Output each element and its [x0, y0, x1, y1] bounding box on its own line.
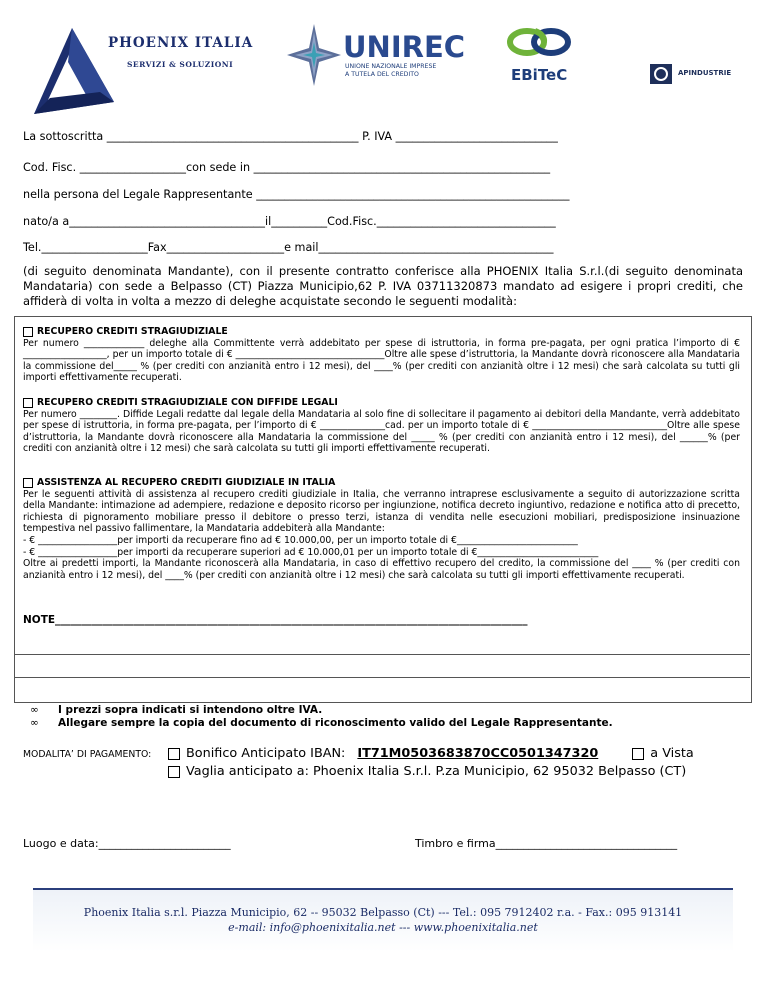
note-label[interactable]: NOTE__________________________________________________________________________________________: [23, 614, 528, 626]
bonifico-checkbox[interactable]: [168, 748, 180, 760]
unirec-subtitle-line2: A TUTELA DEL CREDITO: [345, 71, 419, 78]
ebitec-name: EBiTeC: [511, 66, 568, 84]
bonifico-label: Bonifico Anticipato IBAN:: [186, 746, 346, 761]
payment-label: MODALITA’ DI PAGAMENTO:: [23, 749, 152, 760]
vaglia-checkbox[interactable]: [168, 766, 180, 778]
unirec-subtitle-line1: UNIONE NAZIONALE IMPRESE: [345, 63, 437, 70]
iban-value: IT71M0503683870CC0501347320: [357, 746, 599, 761]
section-title-text: RECUPERO CREDITI STRAGIUDIZIALE: [37, 326, 228, 337]
vista-label: a Vista: [650, 746, 694, 761]
bullet-list: [30, 704, 613, 730]
phoenix-name: PHOENIX ITALIA: [108, 35, 254, 51]
fee-item: - € _________________per importi da recuperare superiori ad € 10.000,01 per un importo totale di €__________________________: [23, 546, 599, 558]
fee-item: - € _________________per importi da recuperare fino ad € 10.000,00, per un importo totale di €__________________________: [23, 534, 578, 546]
bullet-text: Allegare sempre la copia del documento di riconoscimento valido del Legale Rappresentante.: [58, 717, 613, 729]
intro-paragraph: (di seguito denominata Mandante), con il presente contratto conferisce alla PHOENIX Italia S.r.l.(di seguito denominata Mandataria) con sede a Belpasso (CT) Piazza Municipio,62 P. IVA 03711320873 mandato ad esigere i propri crediti, che affiderà di volta in volta a mezzo di deleghe acquistate secondo le seguenti modalità:: [23, 264, 743, 308]
note-line: [15, 654, 750, 655]
contact-field[interactable]: Tel.___________________Fax_____________________e mail__________________________________________: [23, 241, 554, 254]
stamp-sign-field[interactable]: Timbro e firma_________________________________: [415, 837, 678, 850]
footer: [33, 888, 733, 952]
star-icon: [285, 22, 343, 88]
phoenix-triangle-icon: [30, 22, 116, 118]
vaglia-label: Vaglia anticipato a: Phoenix Italia S.r.l. P.za Municipio, 62 95032 Belpasso (CT): [186, 764, 687, 779]
place-date-field[interactable]: Luogo e data:________________________: [23, 837, 231, 850]
phoenix-logo: [30, 22, 254, 118]
footer-contacts: e-mail: info@phoenixitalia.net --- www.phoenixitalia.net: [228, 921, 538, 934]
legal-rep-field[interactable]: nella persona del Legale Rappresentante ________________________________________________________: [23, 188, 570, 201]
unirec-logo: [285, 22, 475, 90]
bullet-icon: ∞: [30, 717, 39, 729]
section-title-text: ASSISTENZA AL RECUPERO CREDITI GIUDIZIALE IN ITALIA: [37, 477, 336, 488]
section-stragiudiziale: [23, 326, 740, 384]
section-body: Per le seguenti attività di assistenza al recupero crediti giudiziale in Italia, che verranno intraprese esclusivamente a seguito di autorizzazione scritta della Mandante: intimazione ad adempiere, redazione e deposito ricorso per ingiunzione, notifica decreto ingiuntivo, redazione e notifica atto di precetto, richiesta di pignoramento mobiliare presso il debitore o presso terzi, istanza di vendita nelle esecuzioni mobiliari, predisposizione insinuazione tempestiva nel passivo fallimentare, la Mandataria addebiterà alla Mandante:: [23, 488, 740, 535]
vista-checkbox[interactable]: [632, 748, 644, 760]
note-line: [15, 677, 750, 678]
phoenix-subtitle: SERVIZI & SOLUZIONI: [127, 60, 234, 69]
section-title: [23, 397, 740, 409]
section-body: Per numero ________. Diffide Legali redatte dal legale della Mandataria al solo fine di sollecitare il pagamento ai debitori della Mandante, verrà addebitato per spese di istruttoria, in forma pre-pagata, per l’importo di € ______________cad. per un importo totale di € _____________________________Oltre alle spese d’istruttoria, la Mandante dovrà riconoscere alla Mandataria la commissione del _____ % (per crediti con anzianità entro i 12 mesi), del ______% (per crediti con anzianità oltre i 12 mesi) che sarà calcolata su tutti gli importi effettivamente recuperati.: [23, 408, 740, 455]
section-title: [23, 326, 740, 338]
diffide-checkbox[interactable]: [23, 398, 33, 408]
section-body: Oltre ai predetti importi, la Mandante riconoscerà alla Mandataria, in caso di effettivo recupero del credito, la commissione del ____ % (per crediti con anzianità entro i 12 mesi), del ____% (per crediti con anzianità oltre i 12 mesi) che sarà calcolata su tutti gli importi effettivamente recuperati.: [23, 558, 740, 581]
section-diffide: [23, 397, 740, 455]
list-item: [30, 717, 613, 730]
section-body: Per numero _____________ deleghe alla Committente verrà addebitato per spese di istruttoria, in forma pre-pagata, per ogni pratica l’importo di € __________________, per un importo totale di € ________________________________Oltre alle spese d’istruttoria, la Mandante dovrà riconoscere alla Mandataria la commissione del_____ % (per crediti con anzianità entro i 12 mesi), del ____% (per crediti con anzianità oltre i 12 mesi) che sarà calcolata su tutti gli importi effettivamente recuperati.: [23, 337, 740, 384]
unirec-name: UNIREC: [343, 30, 466, 64]
giudiziale-checkbox[interactable]: [23, 478, 33, 488]
footer-address: Phoenix Italia s.r.l. Piazza Municipio, 62 -- 95032 Belpasso (Ct) --- Tel.: 095 7912402 r.a. - Fax.: 095 913141: [83, 906, 683, 919]
payment-row-1: [168, 746, 694, 761]
bullet-icon: ∞: [30, 704, 39, 716]
unirec-subtitle: [345, 63, 436, 79]
payment-row-2: [168, 764, 686, 779]
ebitec-logo: [503, 22, 583, 92]
bullet-text: I prezzi sopra indicati si intendono oltre IVA.: [58, 704, 323, 716]
apindustrie-emblem-icon: [650, 64, 672, 84]
section-title: [23, 477, 740, 489]
chain-link-icon: [505, 24, 575, 66]
section-giudiziale: [23, 477, 740, 581]
section-title-text: RECUPERO CREDITI STRAGIUDIZIALE CON DIFFIDE LEGALI: [37, 397, 338, 408]
tax-code-field[interactable]: Cod. Fisc. ___________________con sede in _____________________________________________________: [23, 161, 551, 174]
company-field[interactable]: La sottoscritta _____________________________________________ P. IVA _____________________________: [23, 130, 558, 143]
stragiudiziale-checkbox[interactable]: [23, 327, 33, 337]
apindustrie-logo: [650, 64, 730, 86]
apindustrie-name: APINDUSTRIE: [678, 69, 732, 77]
birth-field[interactable]: nato/a a___________________________________il__________Cod.Fisc.________________________________: [23, 215, 556, 228]
list-item: [30, 704, 613, 717]
